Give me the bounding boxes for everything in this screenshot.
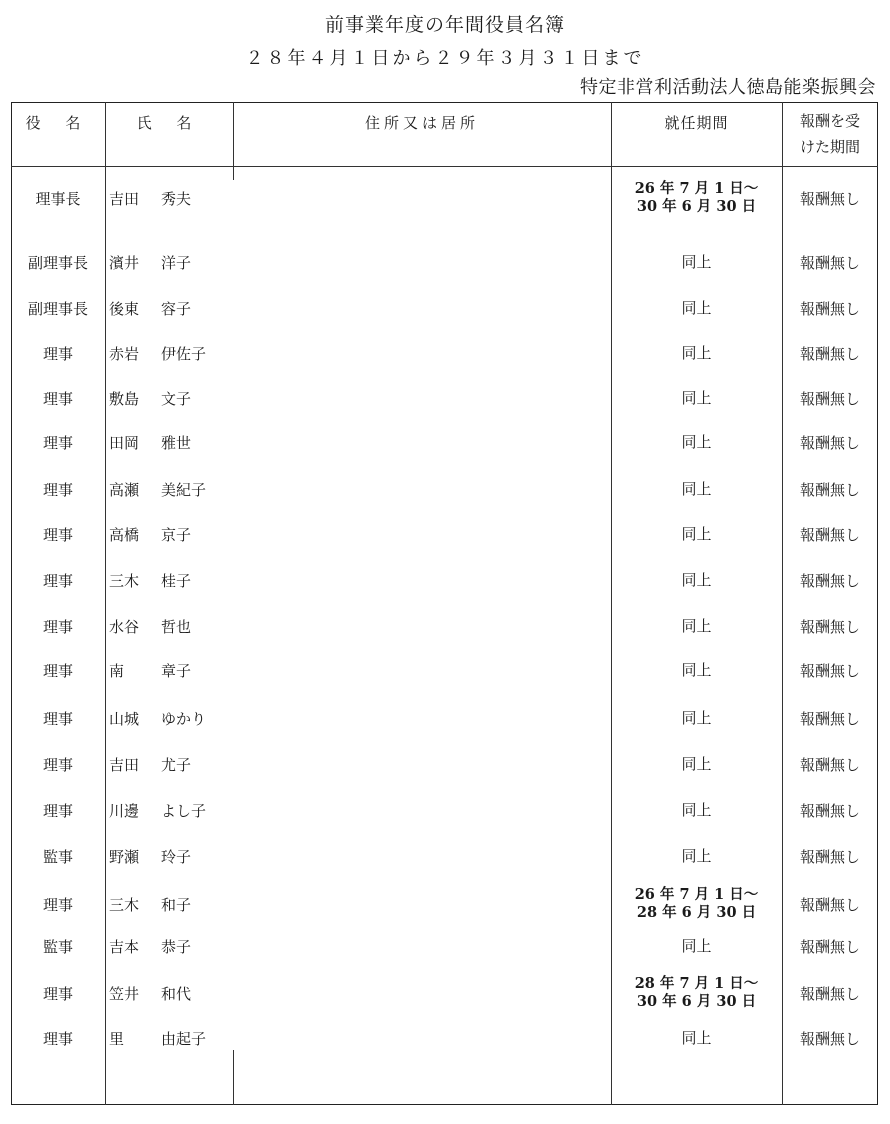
term-of-office (611, 834, 782, 878)
officer-given-name: 哲也 (161, 617, 192, 636)
header-term: 就任期間 (664, 114, 729, 132)
remuneration-status: 報酬無し (799, 937, 860, 956)
officer-name (109, 1016, 233, 1060)
officer-given-name: 洋子 (161, 253, 192, 272)
term-line-2: 28 年 6 月 30 日 (636, 904, 757, 921)
remuneration-status: 報酬無し (799, 801, 860, 820)
officer-given-name: 尤子 (161, 755, 192, 774)
remuneration-status: 報酬無し (799, 433, 860, 452)
term-line-1: 26 年 7 月 1 日～ (634, 180, 759, 197)
officer-role: 理事 (42, 525, 73, 544)
term-of-office (611, 924, 782, 968)
officer-surname: 山城 (109, 709, 140, 728)
header-remuneration-line2: けた期間 (799, 138, 860, 156)
remuneration-status: 報酬無し (799, 984, 860, 1003)
term-line-1: 同上 (681, 847, 712, 865)
officer-role: 理事 (42, 709, 73, 728)
remuneration-status: 報酬無し (799, 617, 860, 636)
officer-surname: 後東 (109, 299, 140, 318)
officer-name (109, 558, 233, 602)
officer-name (109, 604, 233, 648)
term-line-1: 同上 (681, 661, 712, 679)
officer-role: 理事 (42, 801, 73, 820)
officer-surname: 高橋 (109, 525, 140, 544)
remuneration-status: 報酬無し (799, 480, 860, 499)
officer-surname: 高瀬 (109, 480, 140, 499)
officer-role: 理事 (42, 480, 73, 499)
officer-role: 理事 (42, 895, 73, 914)
term-line-1: 同上 (681, 1029, 712, 1047)
term-of-office (611, 696, 782, 740)
officer-given-name: 雅世 (161, 433, 192, 452)
remuneration-status: 報酬無し (799, 299, 860, 318)
term-line-1: 同上 (681, 389, 712, 407)
officer-given-name: 和代 (161, 984, 192, 1003)
term-of-office (611, 420, 782, 464)
officer-name (109, 420, 233, 464)
term-line-2: 30 年 6 月 30 日 (636, 198, 757, 215)
remuneration-status: 報酬無し (799, 253, 860, 272)
officer-role: 副理事長 (27, 253, 88, 272)
term-line-1: 同上 (681, 617, 712, 635)
officer-name (109, 788, 233, 832)
officer-surname: 南 (109, 661, 125, 680)
officer-given-name: 玲子 (161, 847, 192, 866)
officer-surname: 里 (109, 1029, 125, 1048)
term-line-1: 同上 (681, 709, 712, 727)
term-of-office (611, 176, 782, 220)
term-line-1: 26 年 7 月 1 日～ (634, 886, 759, 903)
officer-role: 理事 (42, 344, 73, 363)
officer-surname: 田岡 (109, 433, 140, 452)
officer-surname: 水谷 (109, 617, 140, 636)
officer-name (109, 924, 233, 968)
officer-surname: 川邊 (109, 801, 140, 820)
officer-given-name: よし子 (161, 801, 207, 820)
officer-name (109, 240, 233, 284)
term-of-office (611, 558, 782, 602)
officer-given-name: 伊佐子 (161, 344, 207, 363)
term-of-office (611, 376, 782, 420)
officer-surname: 吉田 (109, 189, 140, 208)
remuneration-status: 報酬無し (799, 525, 860, 544)
term-of-office (611, 882, 782, 926)
term-line-2: 30 年 6 月 30 日 (636, 993, 757, 1010)
fiscal-period: ２８年４月１日から２９年３月３１日まで (245, 48, 645, 69)
officer-role: 理事 (42, 617, 73, 636)
remuneration-status: 報酬無し (799, 755, 860, 774)
term-of-office (611, 240, 782, 284)
term-line-1: 同上 (681, 937, 712, 955)
officer-role: 監事 (42, 847, 73, 866)
term-line-1: 28 年 7 月 1 日～ (634, 975, 759, 992)
organization-name: 特定非営利活動法人徳島能楽振興会 (580, 77, 876, 98)
term-of-office (611, 512, 782, 556)
officer-role: 理事 (42, 661, 73, 680)
officer-given-name: 文子 (161, 389, 192, 408)
header-name: 氏 名 (136, 114, 202, 132)
officer-role: 理事 (42, 984, 73, 1003)
remuneration-status: 報酬無し (799, 847, 860, 866)
officer-surname: 吉田 (109, 755, 140, 774)
officer-given-name: 京子 (161, 525, 192, 544)
officer-name (109, 834, 233, 878)
redacted-address-area (232, 180, 596, 1050)
term-of-office (611, 971, 782, 1015)
officer-name (109, 512, 233, 556)
term-line-1: 同上 (681, 253, 712, 271)
officer-role: 理事 (42, 433, 73, 452)
officer-role: 理事長 (35, 189, 81, 208)
remuneration-status: 報酬無し (799, 895, 860, 914)
officer-role: 理事 (42, 1029, 73, 1048)
officer-name (109, 971, 233, 1015)
term-line-1: 同上 (681, 433, 712, 451)
officer-given-name: 美紀子 (161, 480, 207, 499)
remuneration-status: 報酬無し (799, 709, 860, 728)
header-remuneration (782, 102, 878, 166)
term-of-office (611, 788, 782, 832)
officer-name (109, 467, 233, 511)
officer-name (109, 176, 233, 220)
term-of-office (611, 286, 782, 330)
term-line-1: 同上 (681, 755, 712, 773)
officer-given-name: 恭子 (161, 937, 192, 956)
officer-surname: 吉本 (109, 937, 140, 956)
officer-name (109, 742, 233, 786)
header-address: 住所又は居所 (364, 114, 479, 132)
officer-name (109, 376, 233, 420)
term-of-office (611, 604, 782, 648)
officer-given-name: 桂子 (161, 571, 192, 590)
remuneration-status: 報酬無し (799, 661, 860, 680)
remuneration-status: 報酬無し (799, 189, 860, 208)
officer-name (109, 331, 233, 375)
officer-name (109, 648, 233, 692)
officer-role: 理事 (42, 755, 73, 774)
officer-surname: 濱井 (109, 253, 140, 272)
officer-role: 理事 (42, 389, 73, 408)
officer-role: 副理事長 (27, 299, 88, 318)
term-line-1: 同上 (681, 299, 712, 317)
officer-role: 理事 (42, 571, 73, 590)
term-of-office (611, 742, 782, 786)
term-line-1: 同上 (681, 480, 712, 498)
term-line-1: 同上 (681, 525, 712, 543)
officer-name (109, 696, 233, 740)
officer-name (109, 882, 233, 926)
officer-surname: 敷島 (109, 389, 140, 408)
officer-surname: 三木 (109, 895, 140, 914)
term-of-office (611, 467, 782, 511)
officer-given-name: ゆかり (161, 709, 207, 728)
officer-surname: 野瀬 (109, 847, 140, 866)
document-title: 前事業年度の年間役員名簿 (324, 14, 565, 36)
officer-role: 監事 (42, 937, 73, 956)
header-divider (11, 166, 878, 167)
term-line-1: 同上 (681, 801, 712, 819)
officer-surname: 笠井 (109, 984, 140, 1003)
remuneration-status: 報酬無し (799, 389, 860, 408)
officer-given-name: 容子 (161, 299, 192, 318)
header-remuneration-line1: 報酬を受 (799, 112, 860, 130)
officer-given-name: 由起子 (161, 1029, 207, 1048)
term-of-office (611, 331, 782, 375)
officer-name (109, 286, 233, 330)
officer-given-name: 和子 (161, 895, 192, 914)
term-line-1: 同上 (681, 344, 712, 362)
officer-given-name: 章子 (161, 661, 192, 680)
officer-given-name: 秀夫 (161, 189, 192, 208)
remuneration-status: 報酬無し (799, 1029, 860, 1048)
term-of-office (611, 648, 782, 692)
officer-surname: 三木 (109, 571, 140, 590)
remuneration-status: 報酬無し (799, 344, 860, 363)
officer-surname: 赤岩 (109, 344, 140, 363)
header-role: 役 名 (25, 114, 91, 132)
term-line-1: 同上 (681, 571, 712, 589)
remuneration-status: 報酬無し (799, 571, 860, 590)
term-of-office (611, 1016, 782, 1060)
